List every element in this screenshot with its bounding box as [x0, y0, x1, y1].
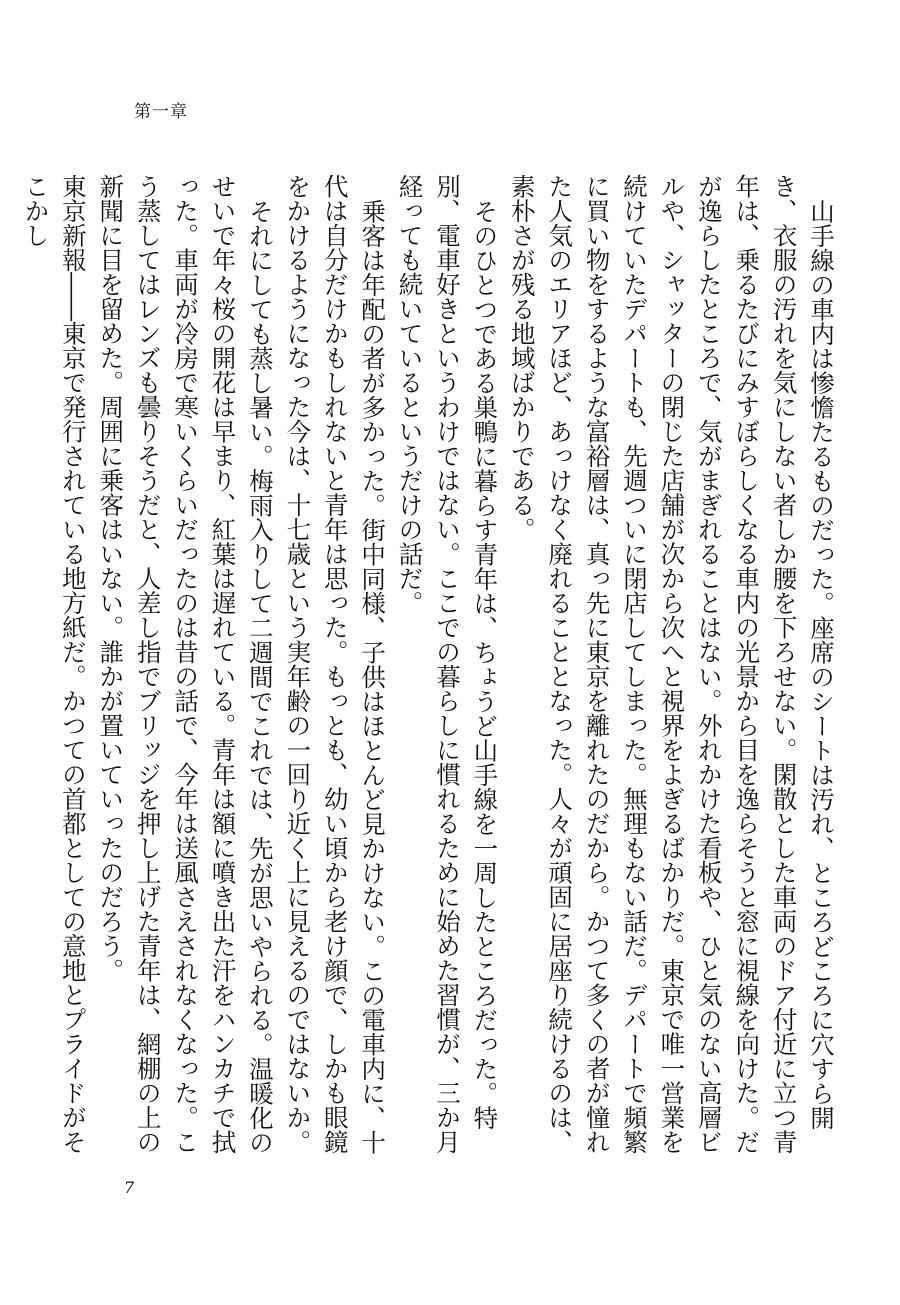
paragraph-3: 乗客は年配の者が多かった。街中同様、子供はほとんど見かけない。この電車内に、十代は自分だけかもしれないと青年は思った。もっとも、幼い頃から老け顔で、しかも眼鏡をかけるようになった今は、十七歳という実年齢の一回り近く上に見えるのではないか。	[283, 174, 388, 1154]
chapter-heading: 第一章	[134, 102, 188, 122]
paragraph-1: 山手線の車内は惨憺たるものだった。座席のシートは汚れ、ところどころに穴すら開き、衣服の汚れを気にしない者しか腰を下ろせない。閑散とした車両のドア付近に立つ青年は、乗るたびにみすぼらしくなる車内の光景から目を逸らそうと窓に視線を向けた。だが逸らしたところで、気がまぎれることはない。外れかけた看板や、ひと気のない高層ビルや、シャッターの閉じた店舗が次から次へと視界をよぎるばかりだ。東京で唯一営業を続けていたデパートも、先週ついに閉店してしまった。無理もない話だ。デパートで頻繁に買い物をするような富裕層は、真っ先に東京を離れたのだから。かつて多くの者が憧れた人気のエリアほど、あっけなく廃れることとなった。人々が頑固に居座り続けるのは、素朴さが残る地域ばかりである。	[507, 174, 836, 1154]
body-text	[17, 174, 840, 1154]
paragraph-2: そのひとつである巣鴨に暮らす青年は、ちょうど山手線を一周したところだった。特別、電車好きというわけではない。ここでの暮らしに慣れるために始めた習慣が、三か月経っても続いているというだけの話だ。	[395, 174, 500, 1154]
paragraph-5: 東京新報――東京で発行されている地方紙だ。かつての首都としての意地とプライドがそこかし	[21, 174, 88, 1154]
paragraph-4: それにしても蒸し暑い。梅雨入りして二週間でこれでは、先が思いやられる。温暖化のせいで年々桜の開花は早まり、紅葉は遅れている。青年は額に噴き出た汗をハンカチで拭った。車両が冷房で寒いくらいだったのは昔の話で、今年は送風さえされなくなった。こう蒸してはレンズも曇りそうだと、人差し指でブリッジを押し上げた青年は、網棚の上の新聞に目を留めた。周囲に乗客はいない。誰かが置いていったのだろう。	[96, 174, 275, 1154]
page-number: 7	[124, 1178, 135, 1197]
